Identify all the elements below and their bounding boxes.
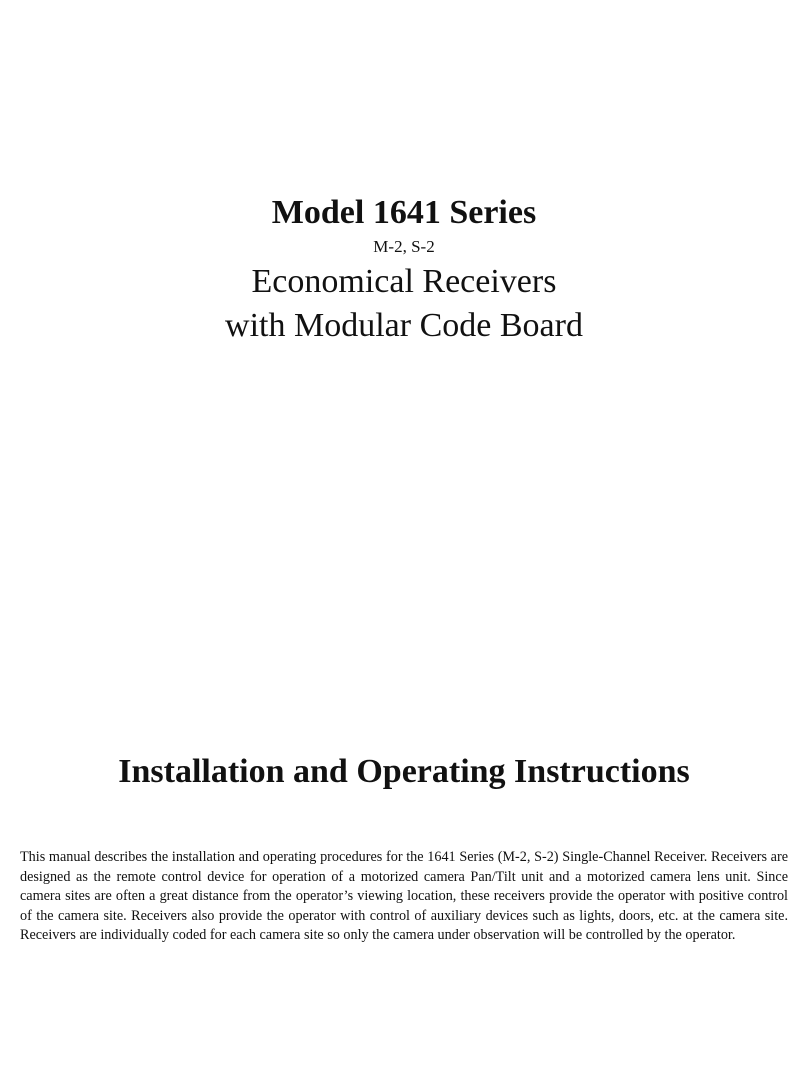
model-title: Model 1641 Series (271, 194, 537, 231)
model-variants: M-2, S-2 (373, 237, 435, 256)
title-block (0, 192, 808, 348)
document-heading: Installation and Operating Instructions (118, 753, 690, 790)
product-line-1: Economical Receivers (251, 263, 557, 300)
product-line-2: with Modular Code Board (225, 307, 583, 344)
intro-paragraph: This manual describes the installation and operating procedures for the 1641 Series (M-2, S-2) Single-Channel Receiver. Receivers are designed as the remote control device for operation of a motorized camera Pan/Tilt unit and a motorized camera lens unit. Since camera sites are often a great distance from the operator’s viewing location, these receivers provide the operator with positive control of the camera site. Receivers also provide the operator with control of auxiliary devices such as lights, doors, etc. at the camera site. Receivers are individually coded for each camera site so only the camera under observation will be controlled by the operator. (20, 849, 788, 944)
